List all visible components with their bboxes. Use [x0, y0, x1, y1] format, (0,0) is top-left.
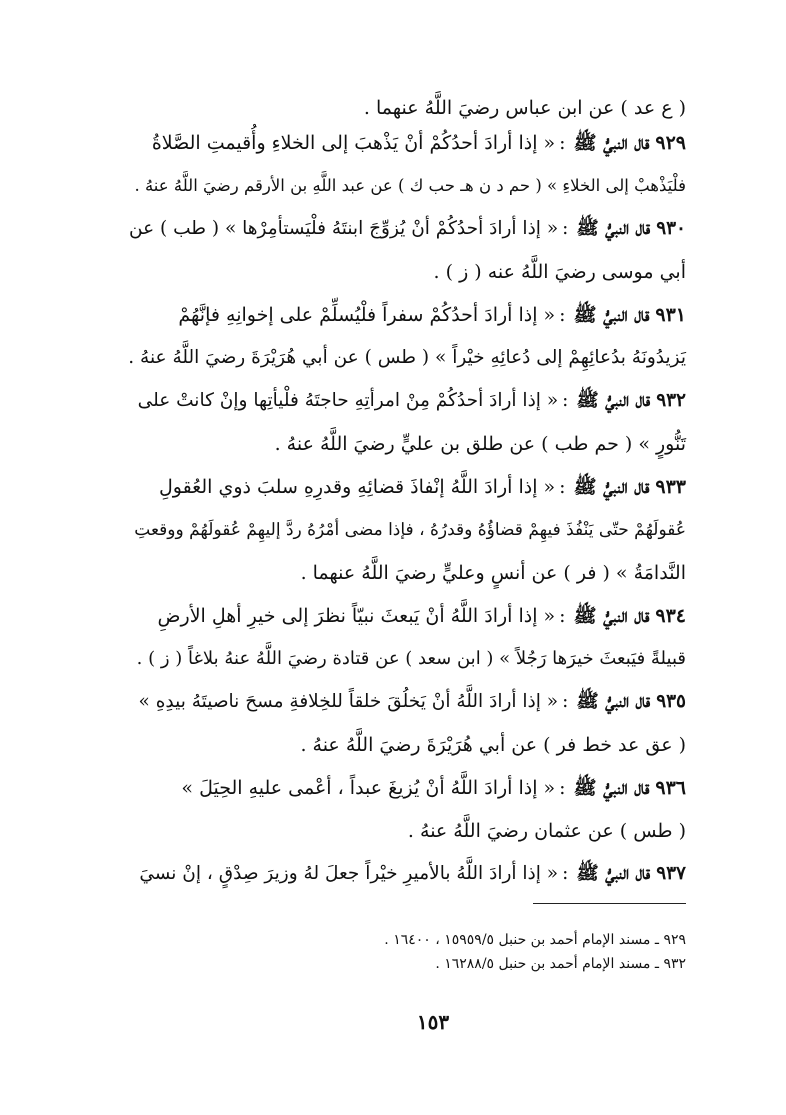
hadith-text: « إذا أرادَ اللَّهُ إنْفاذَ قضائِهِ وقدرِهِ سلبَ ذوي العُقولِ	[158, 476, 556, 498]
hadith-number: ٩٣٣	[655, 476, 686, 498]
hadith-entry-937	[128, 861, 686, 904]
hadith-entry-933	[128, 474, 686, 603]
entry-line: فلْيَذْهبْ إلى الخلاءِ » ( حم د ن هـ حب ك ) عن عبد اللَّهِ بن الأرقم رضيَ اللَّهُ عنهُ .	[134, 176, 686, 195]
hadith-lead: قال النبيُّ ﷺ	[573, 304, 650, 326]
colon: :	[562, 218, 569, 239]
intro-line: ( ع عد ) عن ابن عباس رضيَ اللَّهُ عنهما .	[363, 97, 686, 119]
hadith-number: ٩٣١	[655, 304, 686, 326]
colon: :	[559, 132, 566, 154]
entry-line	[128, 861, 686, 904]
colon: :	[559, 304, 566, 326]
entry-line	[128, 603, 686, 646]
footnote: ٩٣٢ ـ مسند الإمام أحمد بن حنبل ١٦٢٨٨/٥ .	[435, 956, 686, 972]
hadith-number: ٩٣٧	[656, 863, 686, 884]
entry-line	[128, 302, 686, 345]
hadith-lead: قال النبيُّ ﷺ	[576, 691, 651, 712]
colon: :	[559, 777, 566, 799]
entry-line: يَزيدُونَهُ بدُعائِهِمْ إلى دُعائِهِ خيْراً » ( طس ) عن أبي هُرَيْرَةَ رضيَ اللَّهُ عنهُ .	[128, 347, 686, 368]
hadith-text: « إذا أرادَ اللَّهُ بالأميرِ خيْراً جعلَ لهُ وزيرَ صِدْقٍ ، إنْ نسيَ	[139, 863, 559, 884]
hadith-lead: قال النبيُّ ﷺ	[576, 863, 651, 884]
hadith-entry-929	[128, 130, 686, 216]
hadith-lead: قال النبيُّ ﷺ	[576, 218, 651, 239]
footnotes	[380, 928, 686, 976]
hadith-entry-934	[128, 603, 686, 689]
hadith-entry-932	[128, 388, 686, 474]
hadith-number: ٩٣٠	[656, 218, 686, 239]
entry-line: عُقولَهُمْ حتّى يَنْفُذَ فيهِمْ قضاؤُهُ وقدرُهُ ، فإذا مضى أمْرُهُ ردَّ إليهِمْ عُقولَهُمْ ووقعتِ	[134, 520, 686, 540]
entry-line	[128, 216, 686, 259]
colon: :	[562, 863, 569, 884]
footnote: ٩٢٩ ـ مسند الإمام أحمد بن حنبل ١٥٩٥٩/٥ ، ١٦٤٠٠ .	[384, 932, 686, 948]
entry-line	[128, 474, 686, 517]
hadith-number: ٩٢٩	[655, 132, 686, 154]
hadith-text: « إذا أرادَ اللَّهُ أنْ يَبعثَ نبيّاً نظرَ إلى خيرِ أهلِ الأرضِ	[157, 605, 556, 627]
hadith-number: ٩٣٦	[655, 777, 686, 799]
hadith-text: « إذا أرادَ اللَّهُ أنْ يَخلُقَ خلقاً للخِلافةِ مسحَ ناصيتَهُ بيدِهِ »	[138, 691, 559, 712]
entry-line: النَّدامَةُ » ( فر ) عن أنسٍ وعليٍّ رضيَ اللَّهُ عنهما .	[300, 562, 686, 584]
hadith-lead: قال النبيُّ ﷺ	[573, 777, 650, 799]
hadith-text: « إذا أرادَ أحدُكُمْ أنْ يَذْهبَ إلى الخلاءِ وأُقيمتِ الصَّلاةُ	[151, 132, 556, 154]
entry-line	[128, 689, 686, 732]
hadith-lead: قال النبيُّ ﷺ	[576, 390, 651, 411]
hadith-entry-935	[128, 689, 686, 775]
hadith-entry-936	[128, 775, 686, 861]
entry-line: ( طس ) عن عثمان رضيَ اللَّهُ عنهُ .	[407, 820, 686, 842]
hadith-text: « إذا أرادَ أحدُكُمْ أنْ يُزوِّجَ ابنتَهُ فلْيَستأمِرْها » ( طب ) عن	[129, 218, 559, 239]
entry-line: تَنُّورٍ » ( حم طب ) عن طلق بن عليٍّ رضيَ اللَّهُ عنهُ .	[274, 433, 686, 455]
colon: :	[562, 390, 569, 411]
hadith-lead: قال النبيُّ ﷺ	[573, 605, 650, 627]
hadith-entry-930	[128, 216, 686, 302]
entry-line: أبي موسى رضيَ اللَّهُ عنه ( ز ) .	[433, 261, 686, 283]
entry-line	[128, 775, 686, 818]
page-number: ١٥٣	[416, 1010, 450, 1034]
entry-line	[128, 130, 686, 173]
hadith-entry-931	[128, 302, 686, 388]
hadith-number: ٩٣٤	[655, 605, 686, 627]
hadith-text: « إذا أرادَ اللَّهُ أنْ يُزيغَ عبداً ، أعْمى عليهِ الحِيَلَ »	[181, 777, 556, 799]
hadith-text: « إذا أرادَ أحدُكُمْ مِنْ امرأتِهِ حاجتَهُ فلْيأتِها وإنْ كانتْ على	[137, 390, 559, 411]
hadith-text: « إذا أرادَ أحدُكُمْ سفراً فلْيُسلِّمْ على إخوانِهِ فإنَّهُمْ	[178, 304, 556, 326]
hadith-lead: قال النبيُّ ﷺ	[573, 132, 650, 154]
hadith-number: ٩٣٢	[656, 390, 686, 411]
footnote-separator	[533, 903, 686, 904]
colon: :	[562, 691, 569, 712]
hadith-lead: قال النبيُّ ﷺ	[573, 476, 650, 498]
main-text	[128, 86, 686, 904]
colon: :	[559, 476, 566, 498]
colon: :	[559, 605, 566, 627]
entry-line: قبيلةً فيَبعثَ خيرَها رَجُلاً » ( ابن سعد ) عن قتادة رضيَ اللَّهُ عنهُ بلاغاً ( ز ) .	[136, 648, 686, 669]
entry-line	[128, 388, 686, 431]
entry-line: ( عق عد خط فر ) عن أبي هُرَيْرَةَ رضيَ اللَّهُ عنهُ .	[300, 734, 686, 756]
hadith-number: ٩٣٥	[656, 691, 686, 712]
